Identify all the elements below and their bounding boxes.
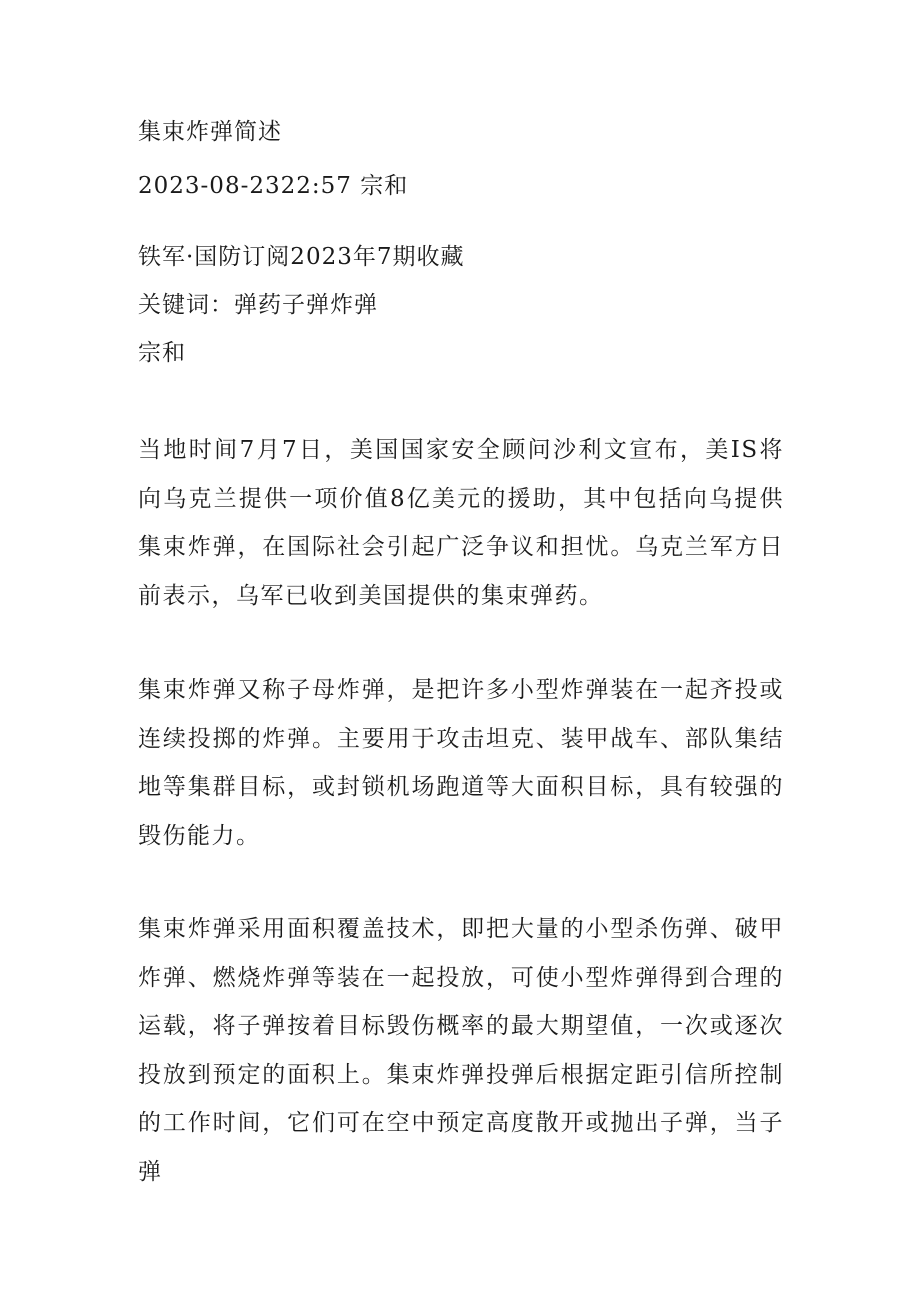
paragraph-2: 集束炸弹又称子母炸弹，是把许多小型炸弹装在一起齐投或连续投掷的炸弹。主要用于攻击坦克、装甲战车、部队集结地等集群目标，或封锁机场跑道等大面积目标，具有较强的毁伤能力。	[138, 677, 784, 849]
keywords-line: 关键词：弹药子弹炸弹	[138, 292, 378, 318]
paragraph-1: 当地时间7月7日，美国国家安全顾问沙利文宣布，美IS将向乌克兰提供一项价值8亿美元的援助，其中包括向乌提供集束炸弹，在国际社会引起广泛争议和担忧。乌克兰军方日前表示，乌军已收到美国提供的集束弹药。	[138, 437, 784, 609]
paragraph-3: 集束炸弹采用面积覆盖技术，即把大量的小型杀伤弹、破甲炸弹、燃烧炸弹等装在一起投放，可使小型炸弹得到合理的运载，将子弹按着目标毁伤概率的最大期望值，一次或逐次投放到预定的面积上。集束炸弹投弹后根据定距引信所控制的工作时间，它们可在空中预定高度散开或抛出子弹，当子弹	[138, 916, 784, 1185]
source-line: 铁军·国防订阅2023年7期收藏	[138, 244, 465, 270]
document-title: 集束炸弹简述	[138, 119, 282, 145]
publish-datetime-author: 2023-08-2322:57 宗和	[138, 173, 409, 199]
author-line: 宗和	[138, 340, 186, 366]
